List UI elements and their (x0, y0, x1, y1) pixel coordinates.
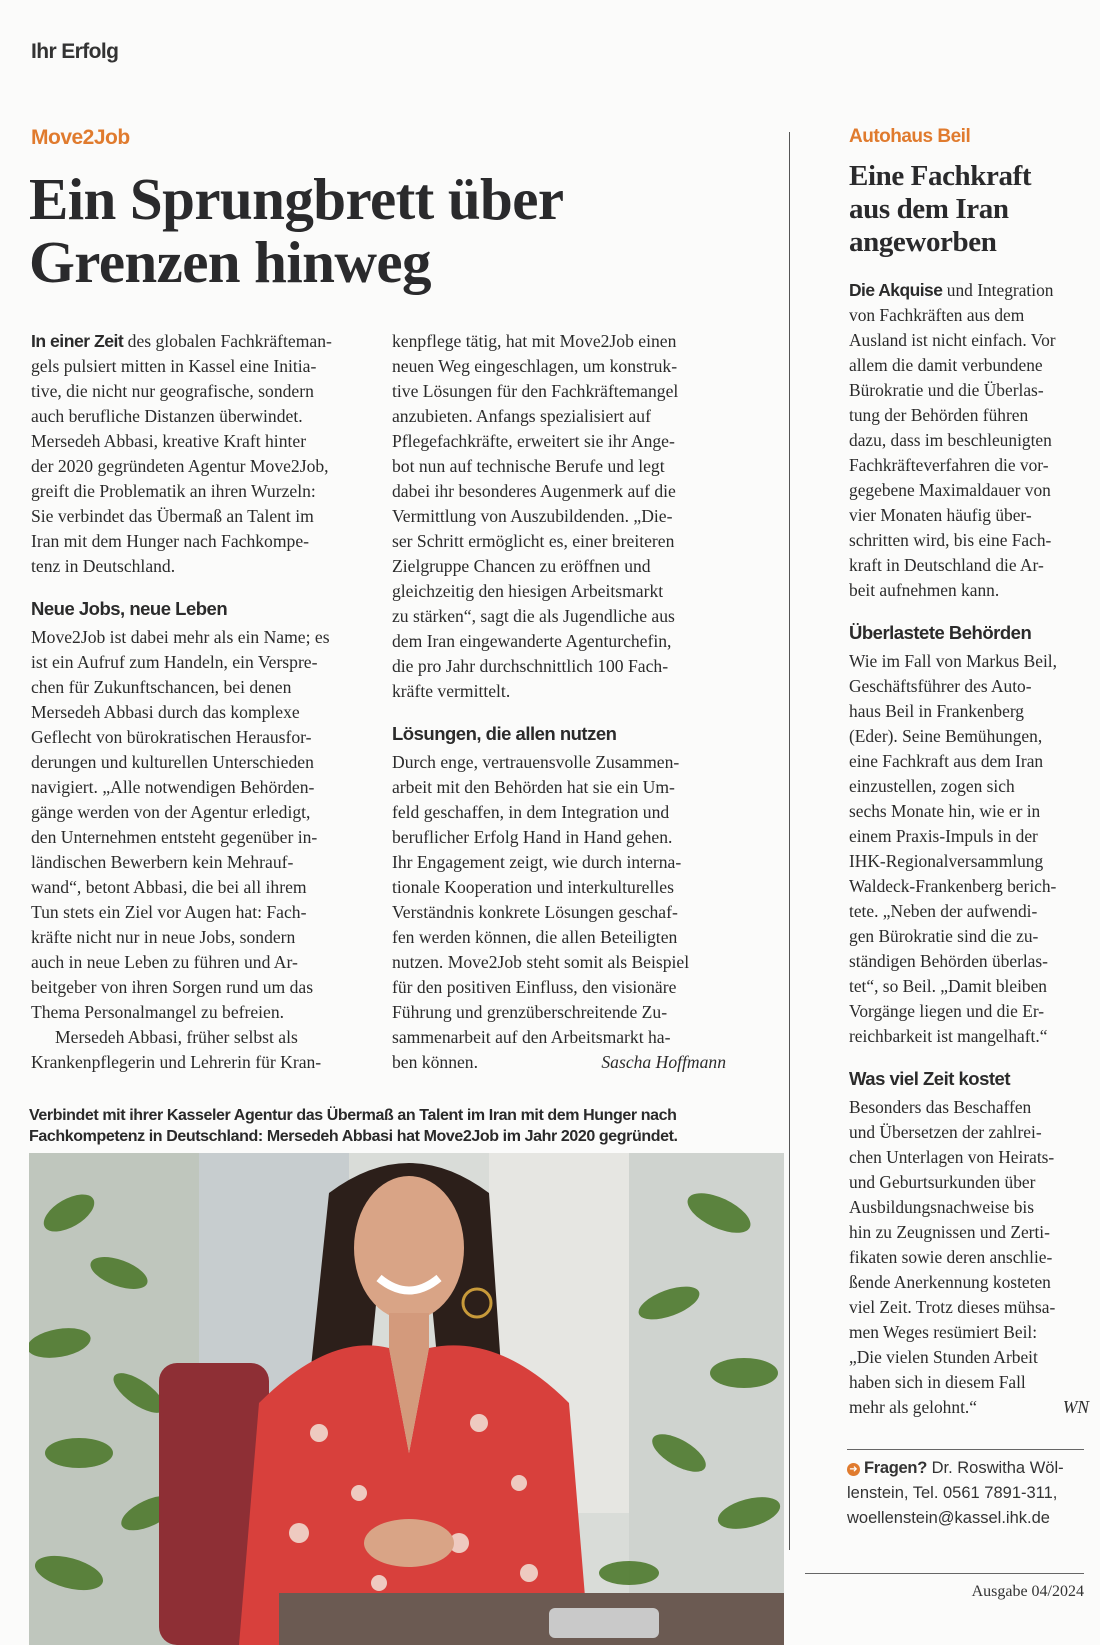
text-line (849, 699, 1089, 724)
text-line (849, 1170, 1089, 1195)
headline-line: Grenzen hinweg (29, 229, 431, 295)
text-line (849, 1024, 1089, 1049)
text-line (392, 1025, 726, 1050)
text-line-content: zu stärken“, sagt die als Jugendliche aus (392, 606, 675, 626)
text-line-content: chen Unterlagen von Heirats- (849, 1147, 1055, 1167)
text-line-content: feld geschaffen, in dem Integration und (392, 802, 670, 822)
text-line-content: tung der Behörden führen (849, 405, 1029, 425)
subheading: Neue Jobs, neue Leben (31, 598, 228, 619)
text-line-content: auch in neue Leben zu führen und Ar- (31, 952, 298, 972)
text-line (392, 800, 726, 825)
text-line-content: Mersedeh Abbasi, kreative Kraft hinter (31, 431, 307, 451)
text-line (31, 529, 371, 554)
text-line (392, 925, 726, 950)
text-line-content: ßende Anerkennung kosteten (849, 1272, 1051, 1292)
text-line-content: nutzen. Move2Job steht somit als Beispiel (392, 952, 690, 972)
text-line (31, 900, 371, 925)
text-line-content: für den positiven Einfluss, den visionäre (392, 977, 677, 997)
headline-line: Eine Fachkraft (849, 160, 1032, 192)
text-line (31, 504, 371, 529)
text-line-content: und Integration (942, 280, 1054, 300)
text-line-content: viel Zeit. Trotz dieses mühsa- (849, 1297, 1056, 1317)
text-line (849, 899, 1089, 924)
text-line (392, 950, 726, 975)
text-line-content: Führung und grenzüberschreitende Zu- (392, 1002, 668, 1022)
text-line (31, 675, 371, 700)
text-line (849, 528, 1089, 553)
text-line (849, 1395, 1089, 1420)
text-line-content: Move2Job ist dabei mehr als ein Name; es (31, 627, 330, 647)
text-line-content: Mersedeh Abbasi, früher selbst als (55, 1027, 298, 1047)
text-line (392, 504, 726, 529)
text-line-content: des globalen Fachkräfteman- (123, 331, 332, 351)
text-line-content: kenpflege tätig, hat mit Move2Job einen (392, 331, 677, 351)
text-line-content: ser Schritt ermöglicht es, einer breiteren (392, 531, 675, 551)
text-line-content: den Unternehmen entsteht gegenüber in- (31, 827, 318, 847)
text-line (31, 379, 371, 404)
contact-divider (847, 1449, 1084, 1450)
text-line-content: tionale Kooperation und interkulturelles (392, 877, 674, 897)
text-line-content: wand“, betont Abbasi, die bei all ihrem (31, 877, 307, 897)
text-line (392, 679, 726, 704)
text-line (392, 825, 726, 850)
headline-line: angeworben (849, 226, 997, 258)
text-line-content: der 2020 gegründeten Agentur Move2Job, (31, 456, 329, 476)
text-line-content: Thema Personalmangel zu befreien. (31, 1002, 285, 1022)
contact-text: Dr. Roswitha Wöl- (927, 1459, 1064, 1477)
text-line-content: anzubieten. Anfangs spezialisiert auf (392, 406, 651, 426)
text-line-content: mehr als gelohnt.“ (849, 1397, 977, 1417)
text-line-content: gleichzeitig den hiesigen Arbeitsmarkt (392, 581, 664, 601)
text-line-content: tenz in Deutschland. (31, 556, 176, 576)
text-line-content: ist ein Aufruf zum Handeln, ein Verspre- (31, 652, 318, 672)
text-line (31, 650, 371, 675)
text-line-content: Wie im Fall von Markus Beil, (849, 651, 1057, 671)
text-line (392, 604, 726, 629)
text-line-content: Geschäftsführer des Auto- (849, 676, 1032, 696)
text-line-content: Ausland ist nicht einfach. Vor (849, 330, 1056, 350)
text-line (849, 428, 1089, 453)
section-label: Ihr Erfolg (31, 40, 119, 63)
text-line-content: neuen Weg eingeschlagen, um konstruk- (392, 356, 678, 376)
text-line (392, 850, 726, 875)
text-line (849, 303, 1089, 328)
text-line (392, 354, 726, 379)
text-line-content: kräfte nicht nur in neue Jobs, sondern (31, 927, 296, 947)
text-line-content: die pro Jahr durchschnittlich 100 Fach- (392, 656, 669, 676)
text-line-content: haben sich in diesem Fall (849, 1372, 1026, 1392)
text-line (849, 1220, 1089, 1245)
text-line (849, 1370, 1089, 1395)
text-line (31, 700, 371, 725)
text-line (31, 875, 371, 900)
article-column-1 (31, 329, 371, 1075)
text-line-content: Verständnis konkrete Lösungen geschaf- (392, 902, 678, 922)
text-line-content: dabei ihr besonderes Augenmerk auf die (392, 481, 676, 501)
text-line (392, 654, 726, 679)
text-line (31, 775, 371, 800)
text-line (849, 799, 1089, 824)
text-line-content: eine Fachkraft aus dem Iran (849, 751, 1044, 771)
text-line (31, 354, 371, 379)
text-line-content: tet“, so Beil. „Damit bleiben (849, 976, 1048, 996)
text-line (849, 874, 1089, 899)
text-line (392, 629, 726, 654)
text-line-content: Durch enge, vertrauensvolle Zusammen- (392, 752, 680, 772)
side-article-body (849, 278, 1089, 1420)
text-line-content: und Geburtsurkunden über (849, 1172, 1036, 1192)
text-line (849, 1270, 1089, 1295)
article-kicker: Move2Job (31, 126, 130, 149)
text-line-content: Geflecht von bürokratischen Herausfor- (31, 727, 312, 747)
text-line (31, 329, 371, 354)
text-line-content: Vermittlung von Auszubildenden. „Die- (392, 506, 673, 526)
article-headline (29, 168, 563, 294)
text-line-content: fen werden können, die allen Beteiligten (392, 927, 678, 947)
side-kicker: Autohaus Beil (849, 126, 971, 147)
text-line (849, 724, 1089, 749)
text-line (392, 554, 726, 579)
text-line-content: men Weges resümiert Beil: (849, 1322, 1038, 1342)
subheading: Was viel Zeit kostet (849, 1068, 1011, 1089)
text-line-content: tive Lösungen für den Fachkräftemangel (392, 381, 679, 401)
side-headline (849, 160, 1031, 259)
text-line (849, 999, 1089, 1024)
text-line-content: gen Bürokratie sind die zu- (849, 926, 1039, 946)
text-line-content: sechs Monate hin, wie er in (849, 801, 1041, 821)
text-line (849, 503, 1089, 528)
text-line (31, 800, 371, 825)
text-line (849, 849, 1089, 874)
text-line (392, 454, 726, 479)
text-line-content: beitgeber von ihren Sorgen rund um das (31, 977, 314, 997)
text-line-content: arbeit mit den Behörden hat sie ein Um- (392, 777, 675, 797)
text-line-content: auch berufliche Distanzen überwindet. (31, 406, 303, 426)
contact-label: Fragen? (864, 1459, 927, 1477)
text-line-content: Ihr Engagement zeigt, wie durch interna- (392, 852, 682, 872)
text-line-content: reichbarkeit ist mangelhaft.“ (849, 1026, 1048, 1046)
text-line (849, 774, 1089, 799)
text-line-content: beruflicher Erfolg Hand in Hand gehen. (392, 827, 673, 847)
text-line-content: Mersedeh Abbasi durch das komplexe (31, 702, 300, 722)
caption-line: Fachkompetenz in Deutschland: Mersedeh Abbasi hat Move2Job im Jahr 2020 gegründet. (29, 1128, 678, 1145)
headline-line: Ein Sprungbrett über (29, 166, 564, 232)
text-line-content: Fachkräfteverfahren die vor- (849, 455, 1049, 475)
text-line (849, 1320, 1089, 1345)
text-line (392, 329, 726, 354)
text-line-content: kräfte vermittelt. (392, 681, 511, 701)
text-line (392, 429, 726, 454)
photo-caption (29, 1105, 678, 1147)
text-line-content: vier Monaten häufig über- (849, 505, 1032, 525)
text-line (392, 579, 726, 604)
text-line (31, 825, 371, 850)
text-line (31, 454, 371, 479)
text-line (849, 649, 1089, 674)
text-line-content: einem Praxis-Impuls in der (849, 826, 1038, 846)
article-column-2 (392, 329, 726, 1075)
text-line-content: tive, die nicht nur geografische, sondern (31, 381, 314, 401)
text-line-content: gegebene Maximaldauer von (849, 480, 1051, 500)
text-line-content: Waldeck-Frankenberg berich- (849, 876, 1057, 896)
text-line (849, 1245, 1089, 1270)
text-line (392, 479, 726, 504)
text-line-content: IHK-Regionalversammlung (849, 851, 1044, 871)
author-signature: Sascha Hoffmann (601, 1052, 726, 1072)
contact-text: lenstein, Tel. 0561 7891-311, (847, 1484, 1058, 1502)
text-line (849, 403, 1089, 428)
text-line (849, 478, 1089, 503)
text-line-content: Vorgänge liegen und die Er- (849, 1001, 1045, 1021)
text-line (31, 725, 371, 750)
text-line (849, 1195, 1089, 1220)
footer-divider (805, 1573, 1084, 1574)
text-line (849, 378, 1089, 403)
text-line (849, 1095, 1089, 1120)
text-line-content: von Fachkräften aus dem (849, 305, 1025, 325)
lead-in: In einer Zeit (31, 331, 124, 351)
issue-number: Ausgabe 04/2024 (971, 1583, 1084, 1600)
text-line-content: Pflegefachkräfte, erweitert sie ihr Ange- (392, 431, 675, 451)
lead-in: Die Akquise (849, 280, 943, 300)
text-line (392, 875, 726, 900)
text-line-content: bot nun auf technische Berufe und legt (392, 456, 665, 476)
text-line (392, 750, 726, 775)
text-line-content: und Übersetzen der zahlrei- (849, 1122, 1042, 1142)
text-line (31, 975, 371, 1000)
text-line (849, 749, 1089, 774)
text-line-content: Krankenpflegerin und Lehrerin für Kran- (31, 1052, 322, 1072)
text-line (849, 453, 1089, 478)
contact-email[interactable]: woellenstein@kassel.ihk.de (847, 1509, 1050, 1527)
text-line-content: ständigen Behörden überlas- (849, 951, 1048, 971)
text-line (31, 554, 371, 579)
author-signature: WN (1062, 1397, 1089, 1417)
text-line (392, 975, 726, 1000)
text-line (392, 529, 726, 554)
text-line-content: Tun stets ein Ziel vor Augen hat: Fach- (31, 902, 307, 922)
text-line (31, 925, 371, 950)
text-line-content: Besonders das Beschaffen (849, 1097, 1032, 1117)
text-line-content: chen für Zukunftschancen, bei denen (31, 677, 292, 697)
text-line (849, 974, 1089, 999)
text-line-content: (Eder). Seine Bemühungen, (849, 726, 1043, 746)
text-line-content: schritten wird, bis eine Fach- (849, 530, 1052, 550)
text-line-content: Bürokratie und die Überlas- (849, 380, 1044, 400)
contact-box (847, 1456, 1064, 1531)
text-line (849, 1345, 1089, 1370)
text-line-content: Sie verbindet das Übermaß an Talent im (31, 506, 314, 526)
text-line-content: beit aufnehmen kann. (849, 580, 1000, 600)
text-line (392, 1000, 726, 1025)
text-line-content: dem Iran eingewanderte Agenturchefin, (392, 631, 672, 651)
text-line (31, 1050, 371, 1075)
text-line-content: kraft in Deutschland die Ar- (849, 555, 1044, 575)
text-line-content: gels pulsiert mitten in Kassel eine Initia- (31, 356, 317, 376)
text-line (31, 750, 371, 775)
text-line (31, 429, 371, 454)
headline-line: aus dem Iran (849, 193, 1009, 225)
arrow-right-circle-icon: ➜ (847, 1463, 860, 1476)
text-line (31, 625, 371, 650)
column-divider (789, 132, 790, 1550)
text-line-content: allem die damit verbundene (849, 355, 1043, 375)
text-line-content: navigiert. „Alle notwendigen Behörden- (31, 777, 315, 797)
text-line (392, 900, 726, 925)
text-line (849, 674, 1089, 699)
text-line (849, 824, 1089, 849)
text-line-content: greift die Problematik an ihren Wurzeln: (31, 481, 316, 501)
text-line-content: gänge werden von der Agentur erledigt, (31, 802, 311, 822)
text-line (31, 1025, 371, 1050)
text-line-content: einzustellen, zogen sich (849, 776, 1015, 796)
text-line-content: derungen und kulturellen Unterschieden (31, 752, 314, 772)
portrait-photo (29, 1153, 784, 1645)
caption-line: Verbindet mit ihrer Kasseler Agentur das Übermaß an Talent im Iran mit dem Hunger nach (29, 1107, 677, 1124)
text-line (849, 924, 1089, 949)
text-line-content: Iran mit dem Hunger nach Fachkompe- (31, 531, 309, 551)
text-line (849, 1145, 1089, 1170)
text-line-content: tete. „Neben der aufwendi- (849, 901, 1038, 921)
text-line (392, 379, 726, 404)
text-line-content: hin zu Zeugnissen und Zerti- (849, 1222, 1050, 1242)
text-line (849, 578, 1089, 603)
text-line-content: dazu, dass im beschleunigten (849, 430, 1052, 450)
text-line (31, 404, 371, 429)
text-line (31, 1000, 371, 1025)
text-line (392, 1050, 726, 1075)
text-line (849, 1295, 1089, 1320)
text-line (849, 278, 1089, 303)
subheading: Überlastete Behörden (849, 622, 1032, 643)
text-line-content: ländischen Bewerbern kein Mehrauf- (31, 852, 294, 872)
text-line-content: fikaten sowie deren anschlie- (849, 1247, 1053, 1267)
text-line-content: Ausbildungsnachweise bis (849, 1197, 1034, 1217)
text-line (31, 479, 371, 504)
text-line-content: Zielgruppe Chancen zu eröffnen und (392, 556, 651, 576)
text-line (849, 949, 1089, 974)
text-line (31, 850, 371, 875)
text-line-content: ben können. (392, 1052, 478, 1072)
text-line (392, 775, 726, 800)
subheading: Lösungen, die allen nutzen (392, 723, 617, 744)
portrait-photo-image (29, 1153, 784, 1645)
text-line (849, 353, 1089, 378)
text-line-content: „Die vielen Stunden Arbeit (849, 1347, 1038, 1367)
text-line (849, 328, 1089, 353)
text-line (392, 404, 726, 429)
text-line-content: haus Beil in Frankenberg (849, 701, 1025, 721)
text-line (31, 950, 371, 975)
text-line-content: sammenarbeit auf den Arbeitsmarkt ha- (392, 1027, 671, 1047)
text-line (849, 553, 1089, 578)
text-line (849, 1120, 1089, 1145)
